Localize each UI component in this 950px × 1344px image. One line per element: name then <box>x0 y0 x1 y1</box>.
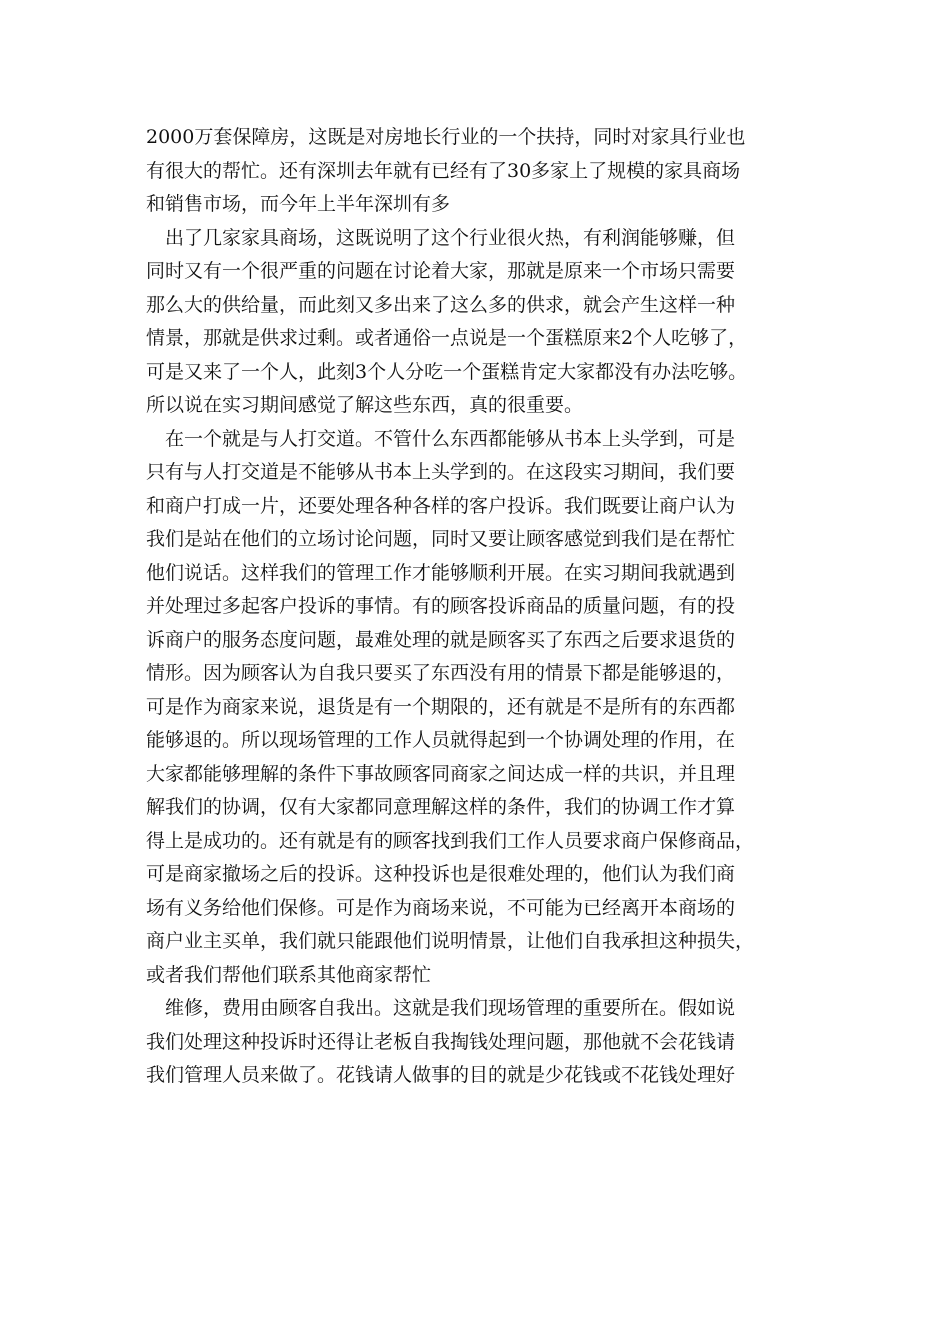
text-line: 他们说话。这样我们的管理工作才能够顺利开展。在实习期间我就遇到 <box>146 561 736 584</box>
text-line: 解我们的协调，仅有大家都同意理解这样的条件，我们的协调工作才算 <box>146 796 736 818</box>
text-line: 出了几家家具商场，这既说明了这个行业很火热，有利润能够赚，但 <box>165 226 736 249</box>
text-line: 可是又来了一个人，此刻3个人分吃一个蛋糕肯定大家都没有办法吃够。 <box>146 360 748 383</box>
body-text <box>146 121 806 1093</box>
text-line: 和商户打成一片，还要处理各种各样的客户投诉。我们既要让商户认为 <box>146 494 736 517</box>
text-line: 有很大的帮忙。还有深圳去年就有已经有了30多家上了规模的家具商场 <box>146 159 741 182</box>
text-line: 并处理过多起客户投诉的事情。有的顾客投诉商品的质量问题，有的投 <box>146 595 736 617</box>
text-line: 我们管理人员来做了。花钱请人做事的目的就是少花钱或不花钱处理好 <box>146 1064 736 1086</box>
text-line: 我们是站在他们的立场讨论问题，同时又要让顾客感觉到我们是在帮忙 <box>146 528 736 550</box>
text-line: 在一个就是与人打交道。不管什么东西都能够从书本上头学到，可是 <box>165 427 736 450</box>
text-line: 情景，那就是供求过剩。或者通俗一点说是一个蛋糕原来2个人吃够了， <box>146 327 748 349</box>
text-line: 商户业主买单，我们就只能跟他们说明情景，让他们自我承担这种损失， <box>146 930 755 952</box>
text-line: 或者我们帮他们联系其他商家帮忙 <box>146 963 432 986</box>
text-line: 那么大的供给量，而此刻又多出来了这么多的供求，就会产生这样一种 <box>146 293 736 316</box>
text-line: 2000万套保障房，这既是对房地长行业的一个扶持，同时对家具行业也 <box>146 126 746 148</box>
text-line: 我们处理这种投诉时还得让老板自我掏钱处理问题，那他就不会花钱请 <box>146 1030 736 1053</box>
text-line: 大家都能够理解的条件下事故顾客同商家之间达成一样的共识，并且理 <box>146 762 736 785</box>
text-line: 和销售市场，而今年上半年深圳有多 <box>146 193 451 215</box>
text-line: 可是商家撤场之后的投诉。这种投诉也是很难处理的，他们认为我们商 <box>146 863 736 885</box>
text-line: 情形。因为顾客认为自我只要买了东西没有用的情景下都是能够退的， <box>146 662 736 684</box>
text-line: 所以说在实习期间感觉了解这些东西，真的很重要。 <box>146 394 584 416</box>
text-line: 诉商户的服务态度问题，最难处理的就是顾客买了东西之后要求退货的 <box>146 628 736 651</box>
text-line: 可是作为商家来说，退货是有一个期限的，还有就是不是所有的东西都 <box>146 695 736 718</box>
text-line: 能够退的。所以现场管理的工作人员就得起到一个协调处理的作用，在 <box>146 729 736 751</box>
text-line: 同时又有一个很严重的问题在讨论着大家，那就是原来一个市场只需要 <box>146 260 736 282</box>
text-line: 得上是成功的。还有就是有的顾客找到我们工作人员要求商户保修商品， <box>146 829 755 852</box>
text-line: 场有义务给他们保修。可是作为商场来说，不可能为已经离开本商场的 <box>146 896 736 919</box>
text-line: 只有与人打交道是不能够从书本上头学到的。在这段实习期间，我们要 <box>146 461 736 483</box>
text-line: 维修，费用由顾客自我出。这就是我们现场管理的重要所在。假如说 <box>165 997 736 1019</box>
